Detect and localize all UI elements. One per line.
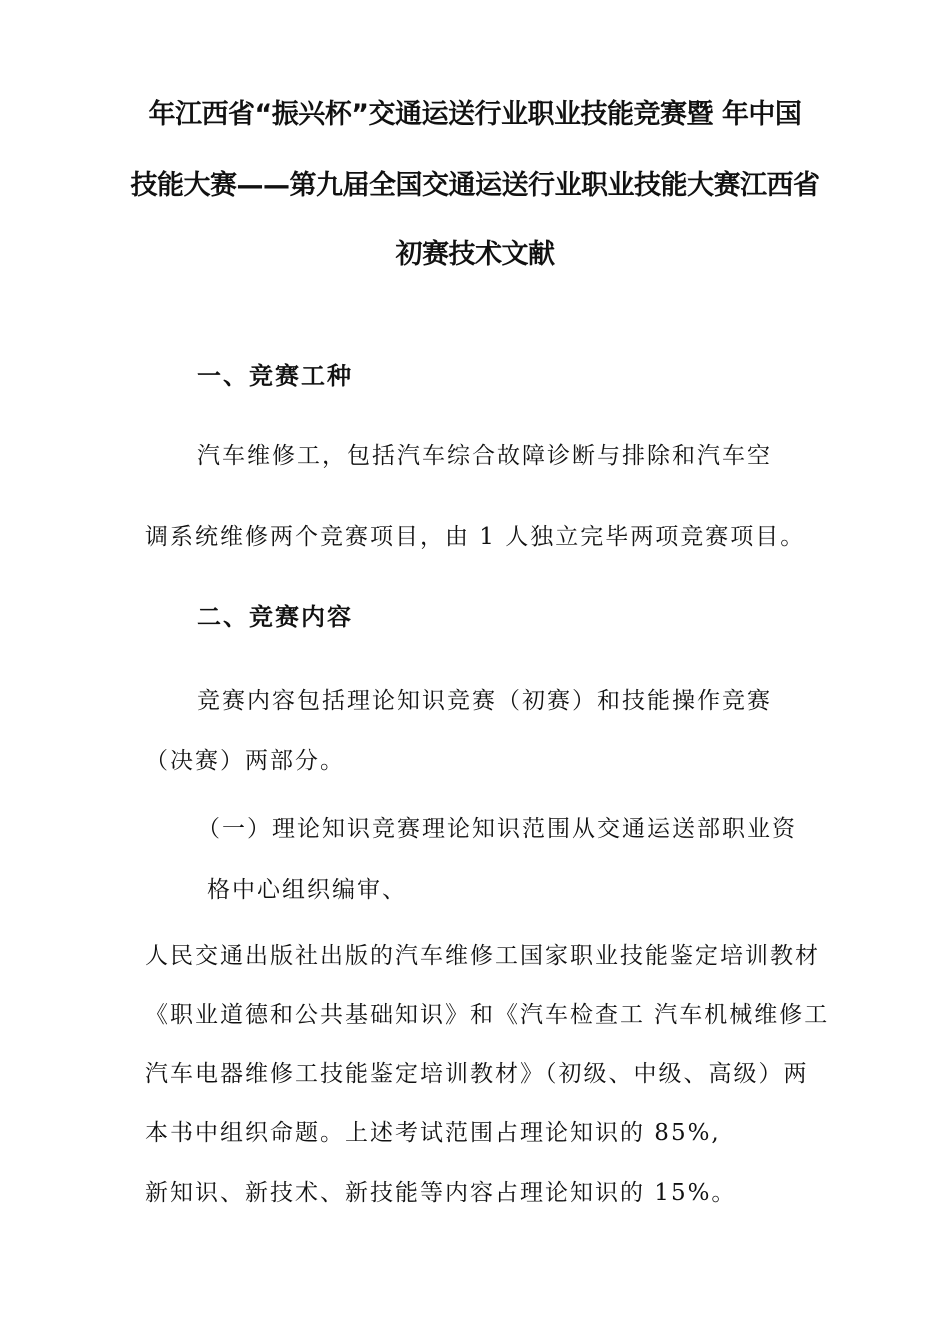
subsection-1-line-1: （一）理论知识竞赛理论知识范围从交通运送部职业资 [197,816,797,842]
section1-paragraph-line-2: 调系统维修两个竞赛项目，由 1 人独立完毕两项竞赛项目。 [145,524,806,550]
section1-paragraph-line-1: 汽车维修工，包括汽车综合故障诊断与排除和汽车空 [197,443,772,469]
subsection-1-line-2: 格中心组织编审、 [207,877,407,903]
section2-paragraph-line-2: （决赛）两部分。 [145,748,345,774]
document-title-line-2: 技能大赛——第九届全国交通运送行业职业技能大赛江西省 [130,170,820,201]
section-heading-2: 二、竞赛内容 [197,602,353,631]
document-title-line-3: 初赛技术文献 [395,239,555,270]
subsection-1-line-7: 新知识、新技术、新技能等内容占理论知识的 15%。 [145,1180,737,1206]
section2-paragraph-line-1: 竞赛内容包括理论知识竞赛（初赛）和技能操作竞赛 [197,688,772,714]
subsection-1-line-5: 汽车电器维修工技能鉴定培训教材》（初级、中级、高级）两 [145,1061,809,1087]
document-title-line-1: 年江西省“振兴杯”交通运送行业职业技能竞赛暨 年中国 [148,99,802,130]
section-heading-1: 一、竞赛工种 [197,361,353,390]
subsection-1-line-6: 本书中组织命题。上述考试范围占理论知识的 85%, [145,1120,721,1146]
subsection-1-line-3: 人民交通出版社出版的汽车维修工国家职业技能鉴定培训教材 [145,943,820,969]
subsection-1-line-4: 《职业道德和公共基础知识》和《汽车检查工 汽车机械维修工 [145,1002,830,1028]
